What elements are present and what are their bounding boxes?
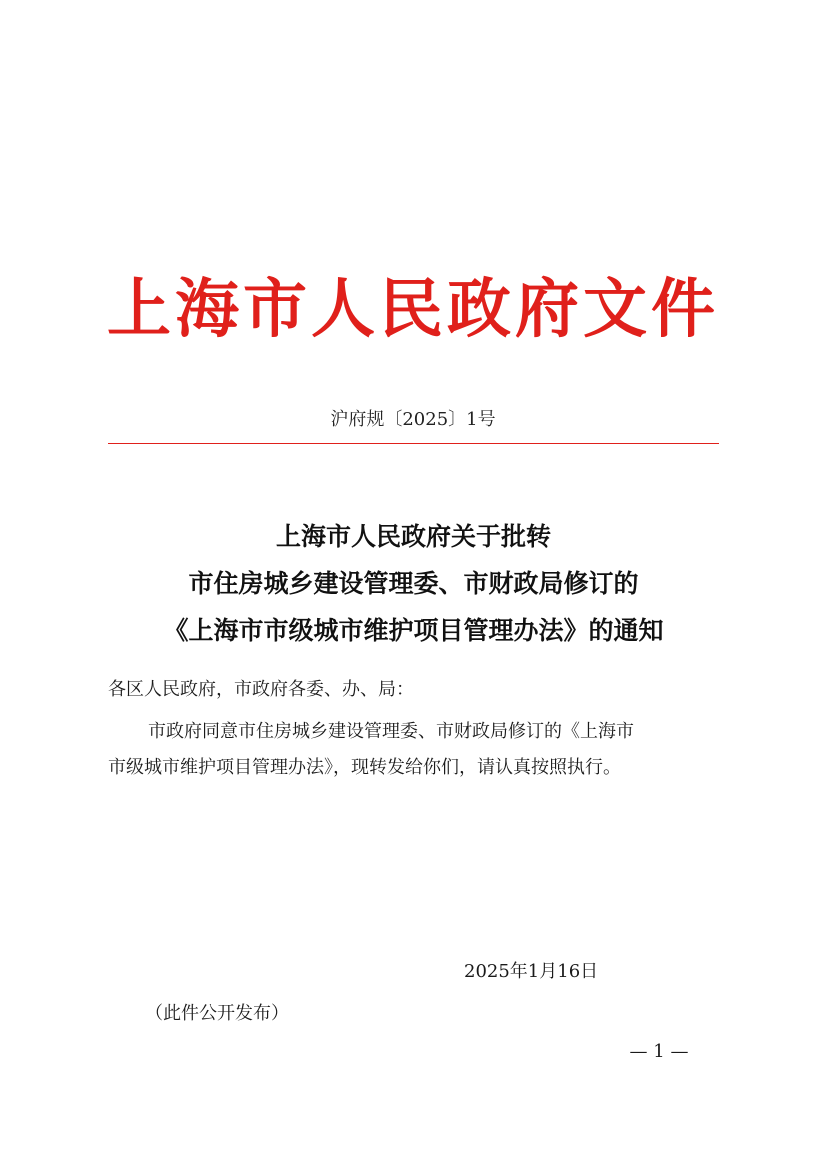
page-number: — 1 — xyxy=(629,1041,689,1062)
document-masthead: 上海市人民政府文件 xyxy=(107,272,719,347)
issue-date: 2025年1月16日 xyxy=(464,961,599,982)
addressee-line: 各区人民政府，市政府各委、办、局： xyxy=(108,679,414,700)
title-line-3: 《上海市市级城市维护项目管理办法》的通知 xyxy=(163,616,664,645)
red-separator-rule xyxy=(108,443,719,444)
body-paragraph-line-1: 市政府同意市住房城乡建设管理委、市财政局修订的《上海市 xyxy=(148,721,634,742)
document-title xyxy=(108,513,719,654)
body-paragraph-line-2: 市级城市维护项目管理办法》，现转发给你们，请认真按照执行。 xyxy=(108,757,621,778)
document-number: 沪府规〔2025〕1号 xyxy=(330,409,496,430)
disclosure-note: （此件公开发布） xyxy=(145,1003,289,1024)
title-line-2: 市住房城乡建设管理委、市财政局修订的 xyxy=(188,569,639,598)
title-line-1: 上海市人民政府关于批转 xyxy=(275,522,551,551)
body-paragraph xyxy=(108,714,719,786)
